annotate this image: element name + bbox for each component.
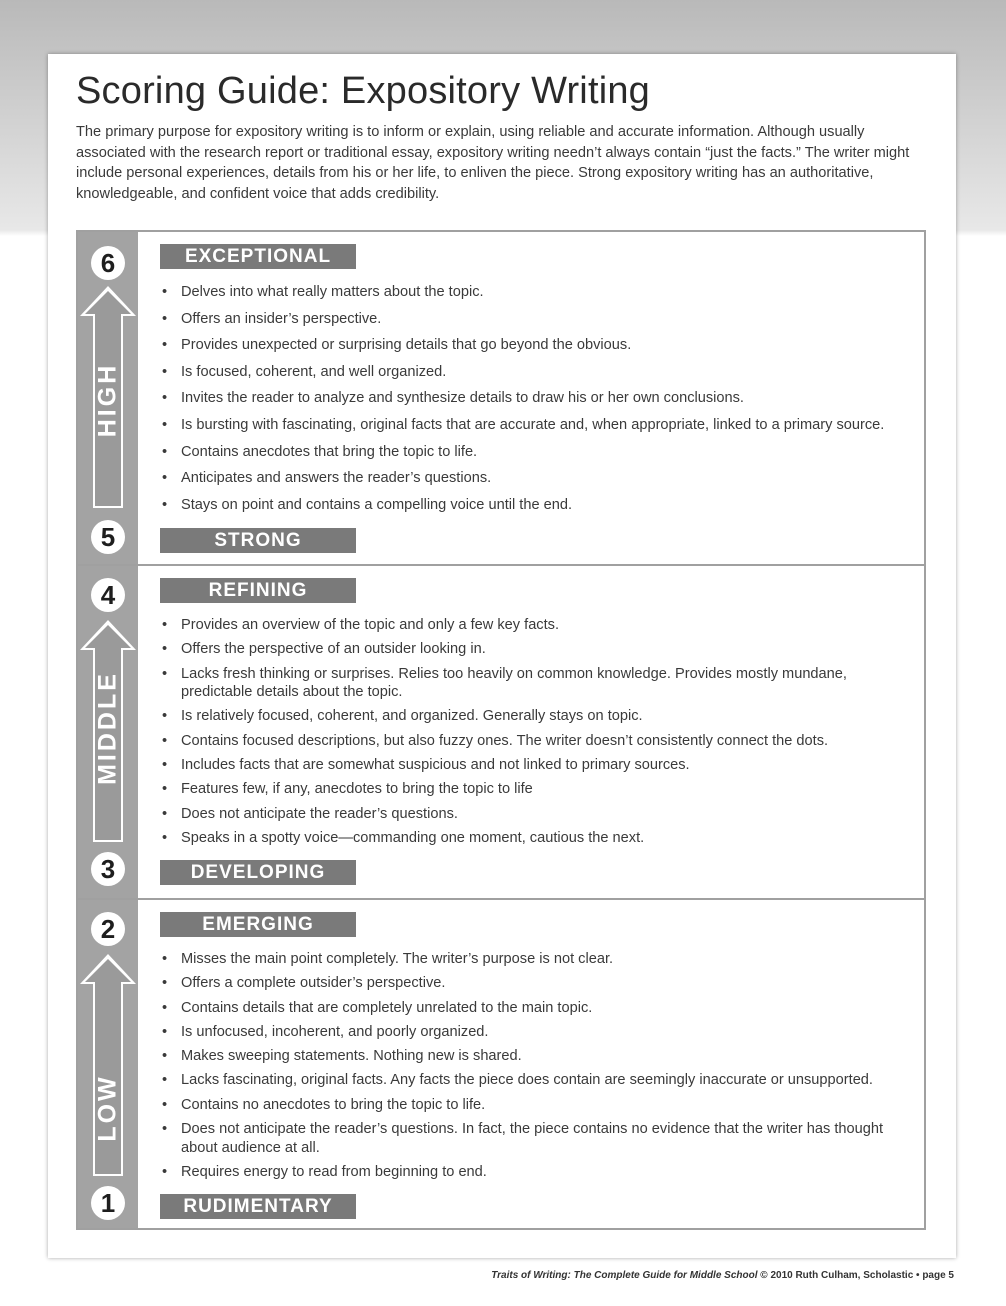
list-item: • Offers a complete outsider’s perspective. [160, 974, 912, 993]
criteria-list [160, 283, 912, 522]
level-label: LOW [93, 1074, 122, 1142]
intro-paragraph: The primary purpose for expository writing is to inform or explain, using reliable and accurate information. Although usually associated with the research report or traditional essay, expository writing needn’t always contain “just the facts.” The writer might include personal experiences, details from his or her life, to enliven the piece. Strong expository writing has an authoritative, knowledgeable, and confident voice that adds credibility. [76, 124, 910, 202]
list-item: • Delves into what really matters about the topic. [160, 283, 912, 301]
list-item: • Does not anticipate the reader’s questions. In fact, the piece contains no evidence that the writer has thought about audience at all. [160, 1120, 912, 1157]
list-item: • Anticipates and answers the reader’s questions. [160, 469, 912, 487]
section-middle [78, 566, 924, 900]
level-label: MIDDLE [93, 671, 122, 785]
list-item: • Requires energy to read from beginning to end. [160, 1163, 912, 1182]
score-2-circle: 2 [91, 912, 125, 946]
score-label-rudimentary: RUDIMENTARY [160, 1194, 356, 1219]
page [48, 54, 956, 1258]
list-item: • Does not anticipate the reader’s questions. [160, 805, 912, 824]
list-item: • Provides unexpected or surprising details that go beyond the obvious. [160, 336, 912, 354]
list-item: • Is bursting with fascinating, original facts that are accurate and, when appropriate, linked to a primary source. [160, 416, 912, 434]
score-3-circle: 3 [91, 852, 125, 886]
list-item: • Provides an overview of the topic and only a few key facts. [160, 616, 912, 635]
list-item: • Stays on point and contains a compelling voice until the end. [160, 496, 912, 514]
score-1-circle: 1 [91, 1186, 125, 1220]
score-4-circle: 4 [91, 578, 125, 612]
level-rail [78, 900, 138, 1228]
list-item: • Contains details that are completely unrelated to the main topic. [160, 999, 912, 1018]
criteria-list [160, 616, 912, 853]
level-label: HIGH [93, 362, 122, 438]
list-item: • Speaks in a spotty voice—commanding one moment, cautious the next. [160, 829, 912, 848]
section-low [78, 900, 924, 1228]
list-item: • Includes facts that are somewhat suspicious and not linked to primary sources. [160, 756, 912, 775]
list-item: • Contains anecdotes that bring the topic to life. [160, 443, 912, 461]
list-item: • Offers the perspective of an outsider looking in. [160, 640, 912, 659]
list-item: • Offers an insider’s perspective. [160, 310, 912, 328]
list-item: • Lacks fresh thinking or surprises. Relies too heavily on common knowledge. Provides mostly mundane, predictable details about the topic. [160, 665, 912, 702]
score-5-circle: 5 [91, 520, 125, 554]
list-item: • Misses the main point completely. The writer’s purpose is not clear. [160, 950, 912, 969]
score-6-circle: 6 [91, 246, 125, 280]
score-label-emerging: EMERGING [160, 912, 356, 937]
list-item: • Is focused, coherent, and well organized. [160, 363, 912, 381]
list-item: • Lacks fascinating, original facts. Any facts the piece does contain are seemingly inaccurate or unsupported. [160, 1071, 912, 1090]
footer-book-title: Traits of Writing: The Complete Guide for Middle School [491, 1270, 758, 1281]
scoring-guide [76, 230, 926, 1230]
list-item: • Features few, if any, anecdotes to bring the topic to life [160, 780, 912, 799]
score-label-strong: STRONG [160, 528, 356, 553]
up-arrow-icon [78, 954, 138, 1176]
score-label-exceptional: EXCEPTIONAL [160, 244, 356, 269]
list-item: • Contains no anecdotes to bring the topic to life. [160, 1096, 912, 1115]
list-item: • Invites the reader to analyze and synthesize details to draw his or her own conclusions. [160, 389, 912, 407]
list-item: • Contains focused descriptions, but also fuzzy ones. The writer doesn’t consistently connect the dots. [160, 732, 912, 751]
criteria-list [160, 950, 912, 1187]
level-rail [78, 232, 138, 564]
list-item: • Makes sweeping statements. Nothing new is shared. [160, 1047, 912, 1066]
section-high [78, 232, 924, 566]
score-label-developing: DEVELOPING [160, 860, 356, 885]
page-title: Scoring Guide: Expository Writing [76, 70, 651, 112]
footer-copyright: © 2010 Ruth Culham, Scholastic • page 5 [757, 1270, 954, 1281]
level-rail [78, 566, 138, 898]
score-label-refining: REFINING [160, 578, 356, 603]
list-item: • Is relatively focused, coherent, and organized. Generally stays on topic. [160, 707, 912, 726]
page-footer [491, 1270, 954, 1281]
list-item: • Is unfocused, incoherent, and poorly organized. [160, 1023, 912, 1042]
